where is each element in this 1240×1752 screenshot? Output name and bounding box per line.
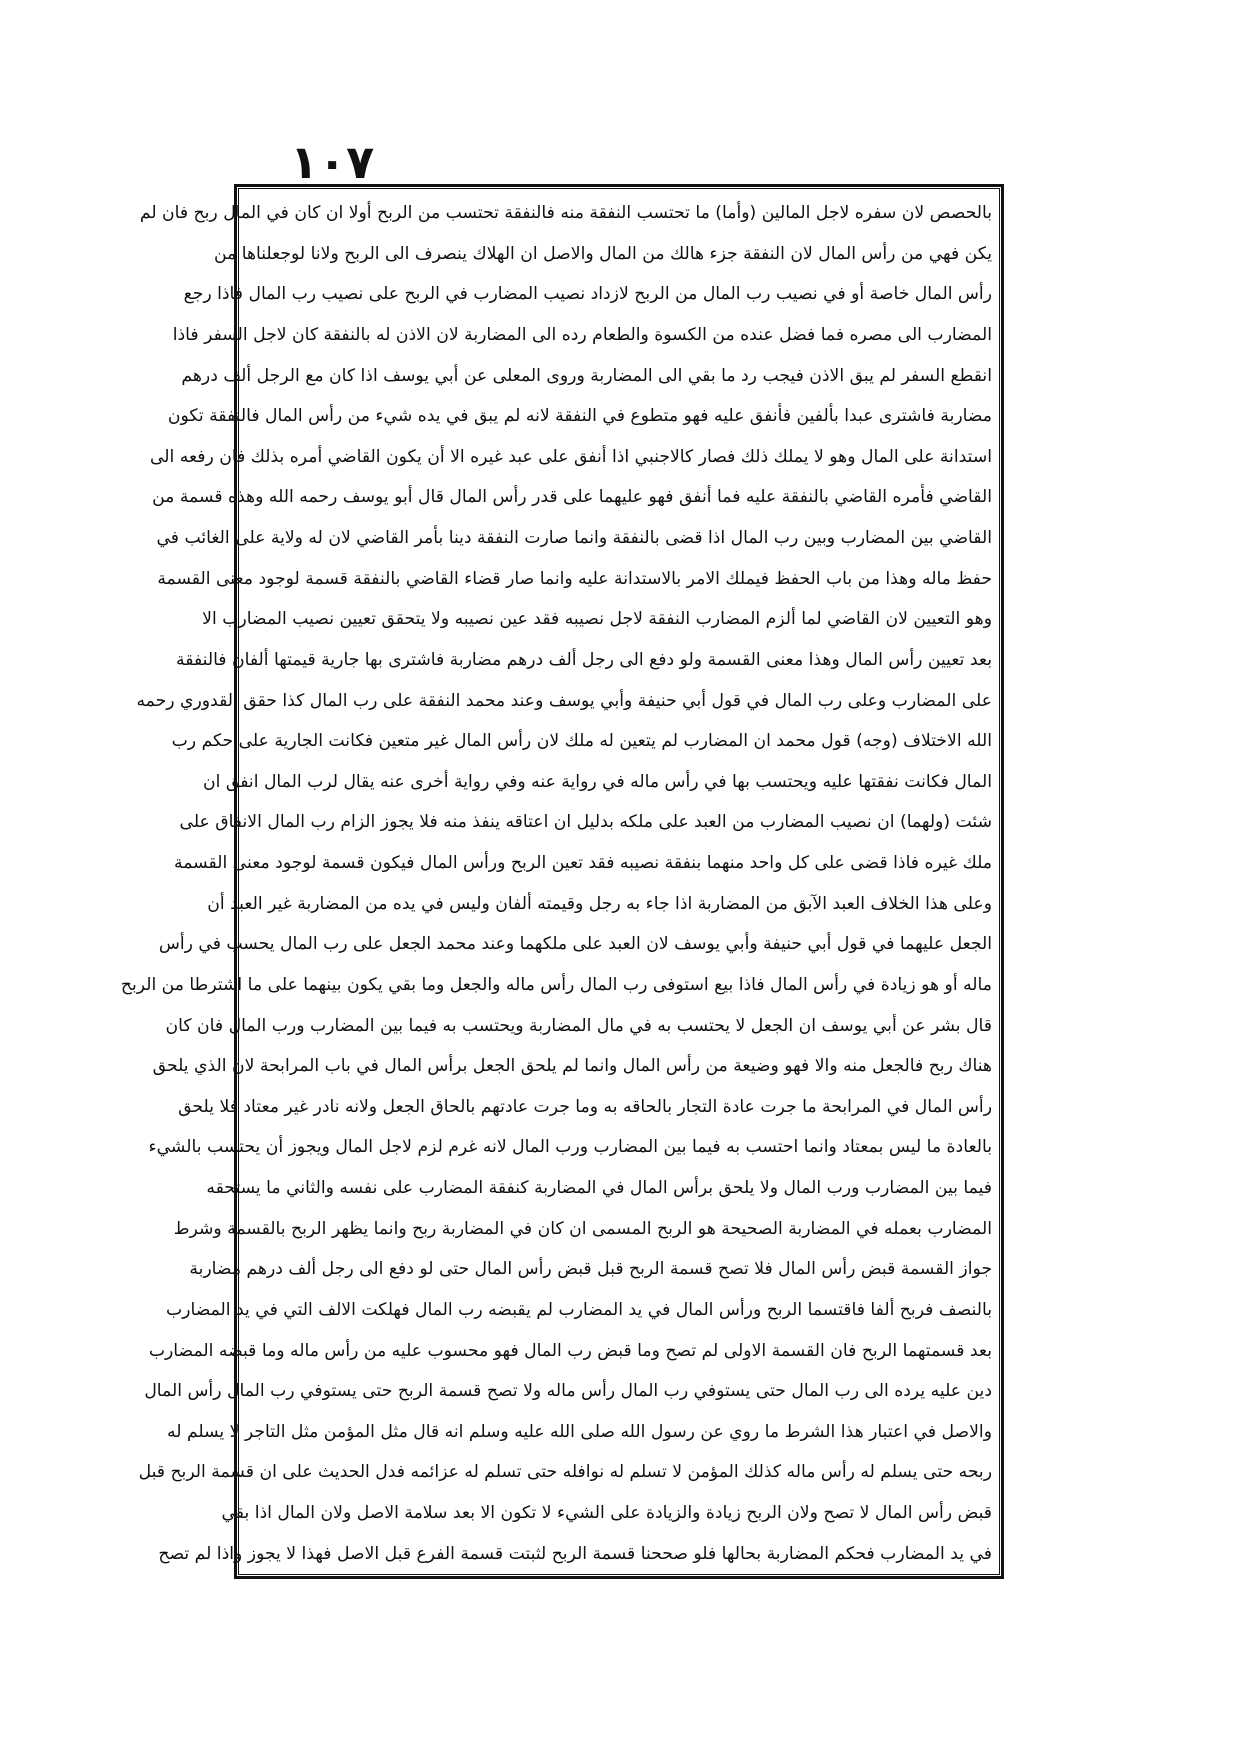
text-line: القاضي بين المضارب وبين رب المال اذا قضى بالنفقة وانما صارت النفقة دينا بأمر القاضي لان له ولاية على الغائب في — [156, 528, 992, 548]
text-line: الجعل عليهما في قول أبي حنيفة وأبي يوسف لان العبد على ملكهما وعند محمد الجعل على رب المال يحسب في رأس — [158, 934, 992, 955]
text-line: قبض رأس المال لا تصح ولان الربح زيادة والزيادة على الشيء لا تكون الا بعد سلامة الاصل ولان المال اذا بقي — [221, 1503, 992, 1523]
page-number: ١٠٧ — [290, 135, 375, 189]
text-line: ملك غيره فاذا قضى على كل واحد منهما بنفقة نصيبه فقد تعين الربح ورأس المال فيكون قسمة لوجود معنى القسمة — [174, 853, 992, 873]
text-line: مضاربة فاشترى عبدا بألفين فأنفق عليه فهو متطوع في النفقة لانه لم يبق في يده شيء من رأس المال فالنفقة تكون — [167, 406, 992, 427]
text-line: القاضي فأمره القاضي بالنفقة عليه فما أنفق فهو عليهما على قدر رأس المال قال أبو يوسف رحمه الله وهذه قسمة من — [152, 487, 992, 508]
text-line: هناك ربح فالجعل منه والا فهو وضيعة من رأس المال وانما لم يلحق الجعل برأس المال في باب المرابحة لان الذي يلحق — [152, 1056, 992, 1077]
text-line: بالعادة ما ليس بمعتاد وانما احتسب به فيما بين المضارب ورب المال لانه غرم لزم لاجل المال ويجوز أن يحتسب بالشيء — [148, 1137, 992, 1158]
text-line: بالحصص لان سفره لاجل المالين (وأما) ما تحتسب النفقة منه فالنفقة تحتسب من الربح أولا ان كان في المال ربح فان لم — [139, 203, 992, 223]
text-line: الله الاختلاف (وجه) قول محمد ان المضارب لم يتعين له ملك لان رأس المال غير متعين فكانت الجارية على حكم رب — [171, 731, 992, 752]
text-line: على المضارب وعلى رب المال في قول أبي حنيفة وأبي يوسف وعند محمد النفقة على رب المال كذا حقق القدوري رحمه — [136, 690, 992, 711]
text-line: ربحه حتى يسلم له رأس ماله كذلك المؤمن لا تسلم له نوافله حتى تسلم له عزائمه فدل الحديث على ان قسمة الربح قبل — [138, 1462, 992, 1483]
text-line: بعد قسمتهما الربح فان القسمة الاولى لم تصح وما قبض رب المال فهو محسوب عليه من رأس ماله وما قبضه المضارب — [148, 1340, 992, 1361]
text-line: انقطع السفر لم يبق الاذن فيجب رد ما بقي الى المضاربة وروى المعلى عن أبي يوسف اذا كان مع الرجل ألف درهم — [181, 365, 992, 386]
text-line: المال فكانت نفقتها عليه ويحتسب بها في رأس ماله في رواية عنه وفي رواية أخرى عنه يقال لرب المال انفق ان — [203, 771, 992, 792]
text-line: رأس المال خاصة أو في نصيب رب المال من الربح لازداد نصيب المضارب في الربح على نصيب رب المال فاذا رجع — [183, 284, 992, 305]
text-line: رأس المال في المرابحة ما جرت عادة التجار بالحاقه به وما جرت عادتهم بالحاق الجعل ولانه نادر غير معتاد فلا يلحق — [178, 1096, 992, 1117]
text-line: بالنصف فربح ألفا فاقتسما الربح ورأس المال في يد المضارب لم يقبضه رب المال فهلكت الالف التي في يد المضارب — [165, 1299, 992, 1320]
text-body — [120, 196, 992, 1571]
text-line: المضارب الى مصره فما فضل عنده من الكسوة والطعام رده الى المضاربة لان الاذن له بالنفقة كان لاجل السفر فاذا — [172, 324, 992, 345]
text-line: وعلى هذا الخلاف العبد الآبق من المضاربة اذا جاء به رجل وقيمته ألفان وليس في يده من المضاربة غير العبد أن — [207, 893, 992, 914]
text-line: يكن فهي من رأس المال لان النفقة جزء هالك من المال والاصل ان الهلاك ينصرف الى الربح ولانا لوجعلناها من — [213, 243, 992, 264]
text-line: فيما بين المضارب ورب المال ولا يلحق برأس المال في المضاربة كنفقة المضارب على نفسه والثاني ما يستحقه — [206, 1178, 992, 1198]
text-line: جواز القسمة قبض رأس المال فلا تصح قسمة الربح قبل قبض رأس المال حتى لو دفع الى رجل ألف درهم مضاربة — [189, 1259, 992, 1280]
text-line: بعد تعيين رأس المال وهذا معنى القسمة ولو دفع الى رجل ألف درهم مضاربة فاشترى بها جارية قيمتها ألفان فالنفقة — [176, 649, 992, 670]
text-line: دين عليه يرده الى رب المال حتى يستوفي رب المال رأس ماله ولا تصح قسمة الربح حتى يستوفي رب المال رأس المال — [144, 1381, 992, 1402]
text-line: شئت (ولهما) ان نصيب المضارب من العبد على ملكه بدليل ان اعتاقه ينفذ منه فلا يجوز الزام رب المال الانفاق على — [179, 812, 992, 833]
text-line: والاصل في اعتبار هذا الشرط ما روي عن رسول الله صلى الله عليه وسلم انه قال مثل المؤمن مثل التاجر لا يسلم له — [167, 1421, 992, 1442]
text-line: في يد المضارب فحكم المضاربة بحالها فلو صححنا قسمة الربح لثبتت قسمة الفرع قبل الاصل فهذا لا يجوز واذا لم تصح — [158, 1543, 992, 1564]
text-line: قال بشر عن أبي يوسف ان الجعل لا يحتسب به في مال المضاربة ويحتسب به فيما بين المضارب ورب المال فان كان — [165, 1015, 992, 1036]
text-line: وهو التعيين لان القاضي لما ألزم المضارب النفقة لاجل نصيبه فقد عين نصيبه ولا يتحقق تعيين نصيب المضارب الا — [202, 609, 992, 630]
text-line: حفظ ماله وهذا من باب الحفظ فيملك الامر بالاستدانة عليه وانما صار قضاء القاضي بالنفقة قسمة لوجود معنى القسمة — [157, 568, 992, 589]
text-line: المضارب بعمله في المضاربة الصحيحة هو الربح المسمى ان كان في المضاربة ربح وانما يظهر الربح بالقسمة وشرط — [173, 1218, 992, 1239]
text-line: ماله أو هو زيادة في رأس المال فاذا بيع استوفى رب المال رأس ماله والجعل وما بقي يكون بينهما على ما اشترطا من الربح — [120, 974, 992, 995]
text-line: استدانة على المال وهو لا يملك ذلك فصار كالاجنبي اذا أنفق على عبد غيره الا أن يكون القاضي أمره بذلك فان رفعه الى — [149, 446, 992, 467]
